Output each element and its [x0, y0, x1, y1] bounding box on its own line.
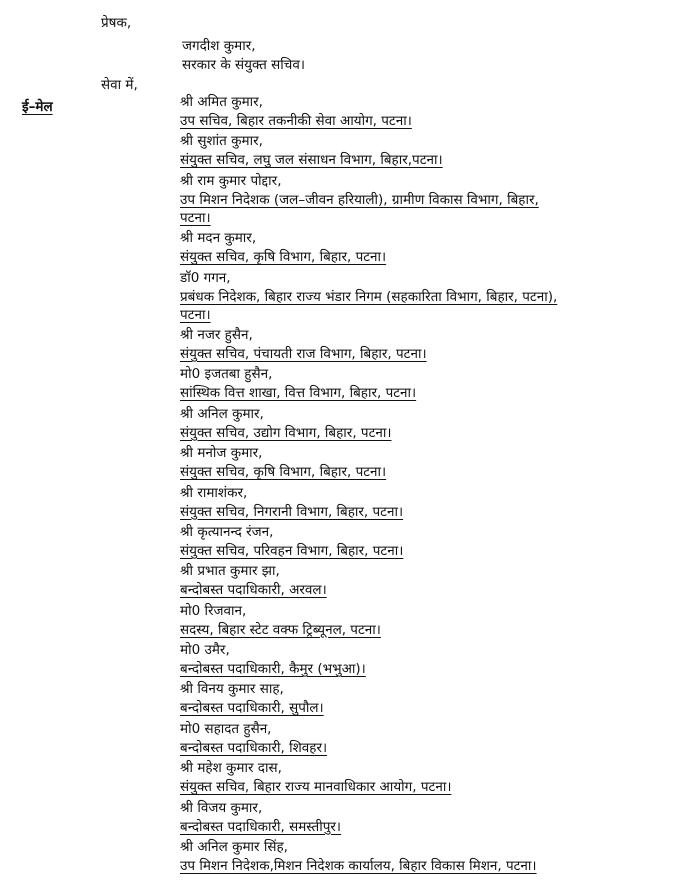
- recipient-designation: बन्दोबस्त पदाधिकारी, शिवहर।: [180, 739, 328, 756]
- recipient-designation: उप मिशन निदेशक (जल–जीवन हरियाली), ग्रामीण विकास विभाग, बिहार,: [180, 191, 539, 208]
- recipient-name: श्री विजय कुमार,: [180, 799, 263, 816]
- recipient-designation: बन्दोबस्त पदाधिकारी, कैमुर (भभुआ)।: [180, 661, 366, 678]
- recipient-designation: संयुक्त सचिव, लघु जल संसाधन विभाग, बिहार,पटना।: [180, 152, 443, 169]
- recipient-name: श्री रामाशंकर,: [180, 484, 248, 501]
- recipient-designation: संयुक्त सचिव, बिहार राज्य मानवाधिकार आयोग, पटना।: [180, 779, 452, 796]
- recipient-name: श्री अनिल कुमार सिंह,: [180, 839, 288, 856]
- recipient-designation: बन्दोबस्त पदाधिकारी, सुपौल।: [180, 700, 324, 717]
- recipient-name: श्री विनय कुमार साह,: [180, 681, 284, 698]
- recipient-name: मो0 इजतबा हुसैन,: [180, 366, 273, 383]
- recipient-designation: सांस्थिक वित्त शाखा, वित्त विभाग, बिहार, पटना।: [180, 385, 417, 402]
- recipient-name: श्री अनिल कुमार,: [180, 405, 264, 422]
- recipient-designation-continued: पटना।: [180, 209, 211, 226]
- recipient-designation: उप मिशन निदेशक,मिशन निदेशक कार्यालय, बिहार विकास मिशन, पटना।: [180, 858, 537, 875]
- recipient-designation: प्रबंधक निदेशक, बिहार राज्य भंडार निगम (सहकारिता विभाग, बिहार, पटना),: [180, 288, 558, 305]
- recipient-name: मो0 सहादत हुसैन,: [180, 720, 272, 737]
- recipient-designation: सदस्य, बिहार स्टेट वक्फ ट्रिब्यूनल, पटना।: [180, 621, 381, 638]
- recipient-name: मो0 उमैर,: [180, 642, 230, 659]
- recipient-designation: संयुक्त सचिव, परिवहन विभाग, बिहार, पटना।: [180, 542, 404, 559]
- sender-label: प्रेषक,: [101, 15, 132, 31]
- recipient-designation: संयुक्त सचिव, कृषि विभाग, बिहार, पटना।: [180, 249, 387, 266]
- to-label: सेवा में,: [101, 77, 138, 93]
- recipient-name: श्री अमित कुमार,: [180, 94, 263, 110]
- recipient-designation: उप सचिव, बिहार तकनीकी सेवा आयोग, पटना।: [180, 113, 412, 129]
- recipient-name: श्री महेश कुमार दास,: [180, 760, 282, 777]
- recipient-designation: बन्दोबस्त पदाधिकारी, अरवल।: [180, 582, 327, 599]
- recipient-designation: बन्दोबस्त पदाधिकारी, समस्तीपुर।: [180, 818, 342, 835]
- recipient-designation: संयुक्त सचिव, उद्योग विभाग, बिहार, पटना।: [180, 424, 392, 441]
- recipient-name: श्री राम कुमार पोद्दार,: [180, 172, 282, 189]
- recipient-name: डॉ0 गगन,: [180, 269, 231, 286]
- recipient-designation: संयुक्त सचिव, पंचायती राज विभाग, बिहार, पटना।: [180, 345, 427, 362]
- recipient-name: श्री सुशांत कुमार,: [180, 133, 263, 150]
- recipient-designation: संयुक्त सचिव, निगरानी विभाग, बिहार, पटना।: [180, 503, 404, 520]
- recipient-designation: संयुक्त सचिव, कृषि विभाग, बिहार, पटना।: [180, 464, 387, 481]
- recipient-name: मो0 रिजवान,: [180, 602, 247, 619]
- sender-name: जगदीश कुमार,: [182, 38, 256, 54]
- email-label: ई–मेल: [22, 99, 53, 115]
- recipient-name: श्री कृत्यानन्द रंजन,: [180, 523, 274, 540]
- recipient-name: श्री नजर हुसैन,: [180, 326, 253, 343]
- recipient-designation-continued: पटना।: [180, 306, 211, 323]
- recipient-name: श्री प्रभात कुमार झा,: [180, 563, 280, 580]
- sender-designation: सरकार के संयुक्त सचिव।: [182, 57, 305, 73]
- recipient-name: श्री मनोज कुमार,: [180, 445, 263, 462]
- recipient-name: श्री मदन कुमार,: [180, 230, 257, 247]
